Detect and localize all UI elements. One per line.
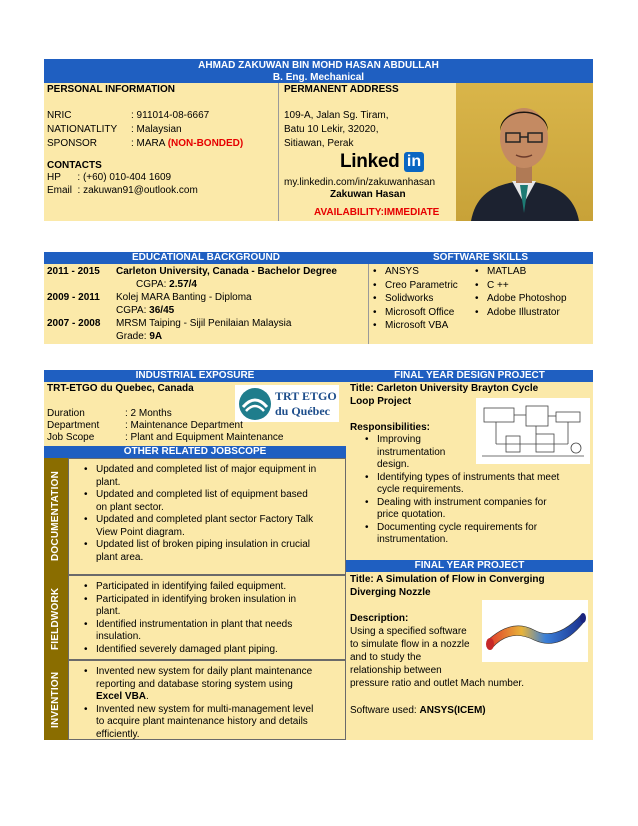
documentation-list — [84, 464, 317, 564]
portrait-image — [456, 83, 593, 221]
linkedin-in-icon: in — [404, 152, 424, 172]
scope-value: : Plant and Equipment Maintenance — [125, 432, 284, 443]
nationality-value: : Malaysian — [131, 124, 182, 135]
invention-list — [84, 666, 314, 741]
sponsor-note: (NON-BONDED) — [167, 138, 244, 149]
fyp-software: Software used: ANSYS(ICEM) — [350, 705, 486, 716]
degree: B. Eng. Mechanical — [272, 72, 365, 83]
department-label: Department — [47, 420, 100, 431]
linkedin-logo[interactable] — [340, 151, 424, 175]
list-item: • Creo Parametric — [373, 279, 458, 291]
address-line-2: Batu 10 Lekir, 32020, — [284, 124, 379, 135]
scope-label: Job Scope — [47, 432, 95, 443]
list-item: • Updated list of broken piping insulation in crucial plant area. — [84, 539, 311, 563]
fyp-desc-1: Using a specified software — [350, 626, 467, 637]
fyp-header: FINAL YEAR PROJECT — [346, 560, 593, 572]
nationality-label: NATIONATLITY — [47, 124, 118, 135]
divider-line — [368, 264, 369, 344]
department-value: : Maintenance Department — [125, 420, 243, 431]
address-line-1: 109-A, Jalan Sg. Tiram, — [284, 110, 389, 121]
name-banner — [44, 59, 593, 83]
list-item: • Participated in identifying broken insulation in plant. — [84, 593, 297, 617]
divider-line — [278, 83, 279, 221]
phone-number: HP : (+60) 010-404 1609 — [47, 172, 172, 183]
edu-detail-2: CGPA: 36/45 — [116, 305, 175, 316]
list-item: • Documenting cycle requirements for instrumentation. — [365, 521, 538, 545]
address-line-3: Sitiawan, Perak — [284, 138, 354, 149]
list-item: • Dealing with instrument companies for price quotation. — [365, 496, 547, 520]
list-item: • Updated and completed list of major equipment in plant. — [84, 464, 317, 488]
list-item: • Updated and completed list of equipment based on plant sector. — [84, 489, 308, 513]
edu-years-2: 2009 - 2011 — [47, 292, 100, 303]
responsibilities-title: Responsibilities: — [350, 422, 431, 433]
invention-label: INVENTION — [50, 671, 61, 729]
edu-school-1: Carleton University, Canada - Bachelor Degree — [116, 266, 337, 277]
full-name: AHMAD ZAKUWAN BIN MOHD HASAN ABDULLAH — [198, 60, 439, 71]
fyp-design-title-1: Title: Carleton University Brayton Cycle — [350, 383, 539, 394]
logo-mark-icon — [237, 387, 273, 421]
logo-text-2: du Québec — [275, 404, 331, 418]
list-item: • Invented new system for daily plant maintenance reporting and database storing system using Excel VBA. — [84, 666, 313, 702]
list-item: • C ++ — [475, 279, 509, 291]
fyp-desc-3: and to study the — [350, 652, 422, 663]
email-address[interactable]: Email : zakuwan91@outlook.com — [47, 185, 198, 196]
list-item: • Microsoft Office — [373, 306, 455, 318]
list-item: • Identifying types of instruments that meet cycle requirements. — [365, 471, 560, 495]
software-list-2 — [475, 266, 567, 319]
other-jobscope-header: OTHER RELATED JOBSCOPE — [44, 446, 346, 458]
linkedin-wordmark: Linked — [340, 151, 400, 172]
list-item: • Microsoft VBA — [373, 320, 449, 331]
list-item: • Identified severely damaged plant piping. — [84, 643, 278, 655]
documentation-side — [44, 458, 68, 575]
nozzle-mesh — [482, 600, 588, 662]
education-header: EDUCATIONAL BACKGROUND — [44, 252, 368, 264]
sponsor-name: : MARA — [131, 138, 165, 149]
fieldwork-label: FIELDWORK — [50, 587, 61, 651]
list-item: • Solidworks — [373, 293, 434, 304]
personal-title: PERSONAL INFORMATION — [47, 84, 175, 95]
fieldwork-side — [44, 575, 68, 660]
edu-school-2: Kolej MARA Banting - Diploma — [116, 292, 252, 303]
company-name: TRT-ETGO du Quebec, Canada — [47, 383, 194, 394]
documentation-label: DOCUMENTATION — [50, 471, 61, 561]
sponsor-label: SPONSOR — [47, 138, 98, 149]
linkedin-name: Zakuwan Hasan — [330, 189, 406, 200]
responsibilities-list — [365, 434, 560, 547]
fyp-desc-5: pressure ratio and outlet Mach number. — [350, 678, 524, 689]
fieldwork-list — [84, 581, 297, 656]
list-item: • Adobe Illustrator — [475, 306, 560, 318]
edu-detail-1: CGPA: 2.57/4 — [136, 279, 197, 290]
duration-label: Duration — [47, 408, 85, 419]
edu-school-3: MRSM Taiping - Sijil Penilaian Malaysia — [116, 318, 292, 329]
fyp-design-header: FINAL YEAR DESIGN PROJECT — [346, 370, 593, 382]
industrial-header: INDUSTRIAL EXPOSURE — [44, 370, 346, 382]
list-item: • Updated and completed plant sector Factory Talk View Point diagram. — [84, 514, 314, 538]
fyp-desc-4: relationship between — [350, 665, 442, 676]
trt-etgo-logo — [235, 385, 339, 422]
availability-text: AVAILABILITY:IMMEDIATE — [314, 207, 440, 218]
nric-label: NRIC — [47, 110, 72, 121]
profile-photo — [456, 83, 593, 221]
edu-years-1: 2011 - 2015 — [47, 266, 100, 277]
fyp-design-title-2: Loop Project — [350, 396, 412, 407]
logo-text-1: TRT ETGO — [275, 389, 337, 403]
sponsor-value — [131, 138, 243, 151]
linkedin-url[interactable]: my.linkedin.com/in/zakuwanhasan — [284, 177, 436, 188]
edu-detail-3: Grade: 9A — [116, 331, 163, 342]
list-item: • Participated in identifying failed equipment. — [84, 581, 287, 592]
invention-side — [44, 660, 68, 740]
list-item: • MATLAB — [475, 266, 527, 277]
fyp-desc-title: Description: — [350, 613, 409, 624]
list-item: • Identified instrumentation in plant that needs insulation. — [84, 618, 293, 642]
fyp-title-1: Title: A Simulation of Flow in Converging — [350, 574, 545, 585]
nozzle-simulation-image — [482, 600, 588, 662]
nric-value: : 911014-08-6667 — [131, 110, 210, 121]
contacts-title: CONTACTS — [47, 160, 102, 171]
list-item: • Adobe Photoshop — [475, 293, 567, 304]
software-list-1 — [373, 266, 458, 333]
address-title: PERMANENT ADDRESS — [284, 84, 399, 95]
software-header: SOFTWARE SKILLS — [368, 252, 593, 264]
duration-value: : 2 Months — [125, 408, 172, 419]
edu-years-3: 2007 - 2008 — [47, 318, 101, 329]
list-item: • ANSYS — [373, 266, 419, 277]
fyp-title-2: Diverging Nozzle — [350, 587, 431, 598]
list-item: • Improving instrumentation design. — [365, 434, 446, 470]
list-item: • Invented new system for multi-management level to acquire plant maintenance history and details efficiently. — [84, 703, 314, 740]
fyp-desc-2: to simulate flow in a nozzle — [350, 639, 470, 650]
